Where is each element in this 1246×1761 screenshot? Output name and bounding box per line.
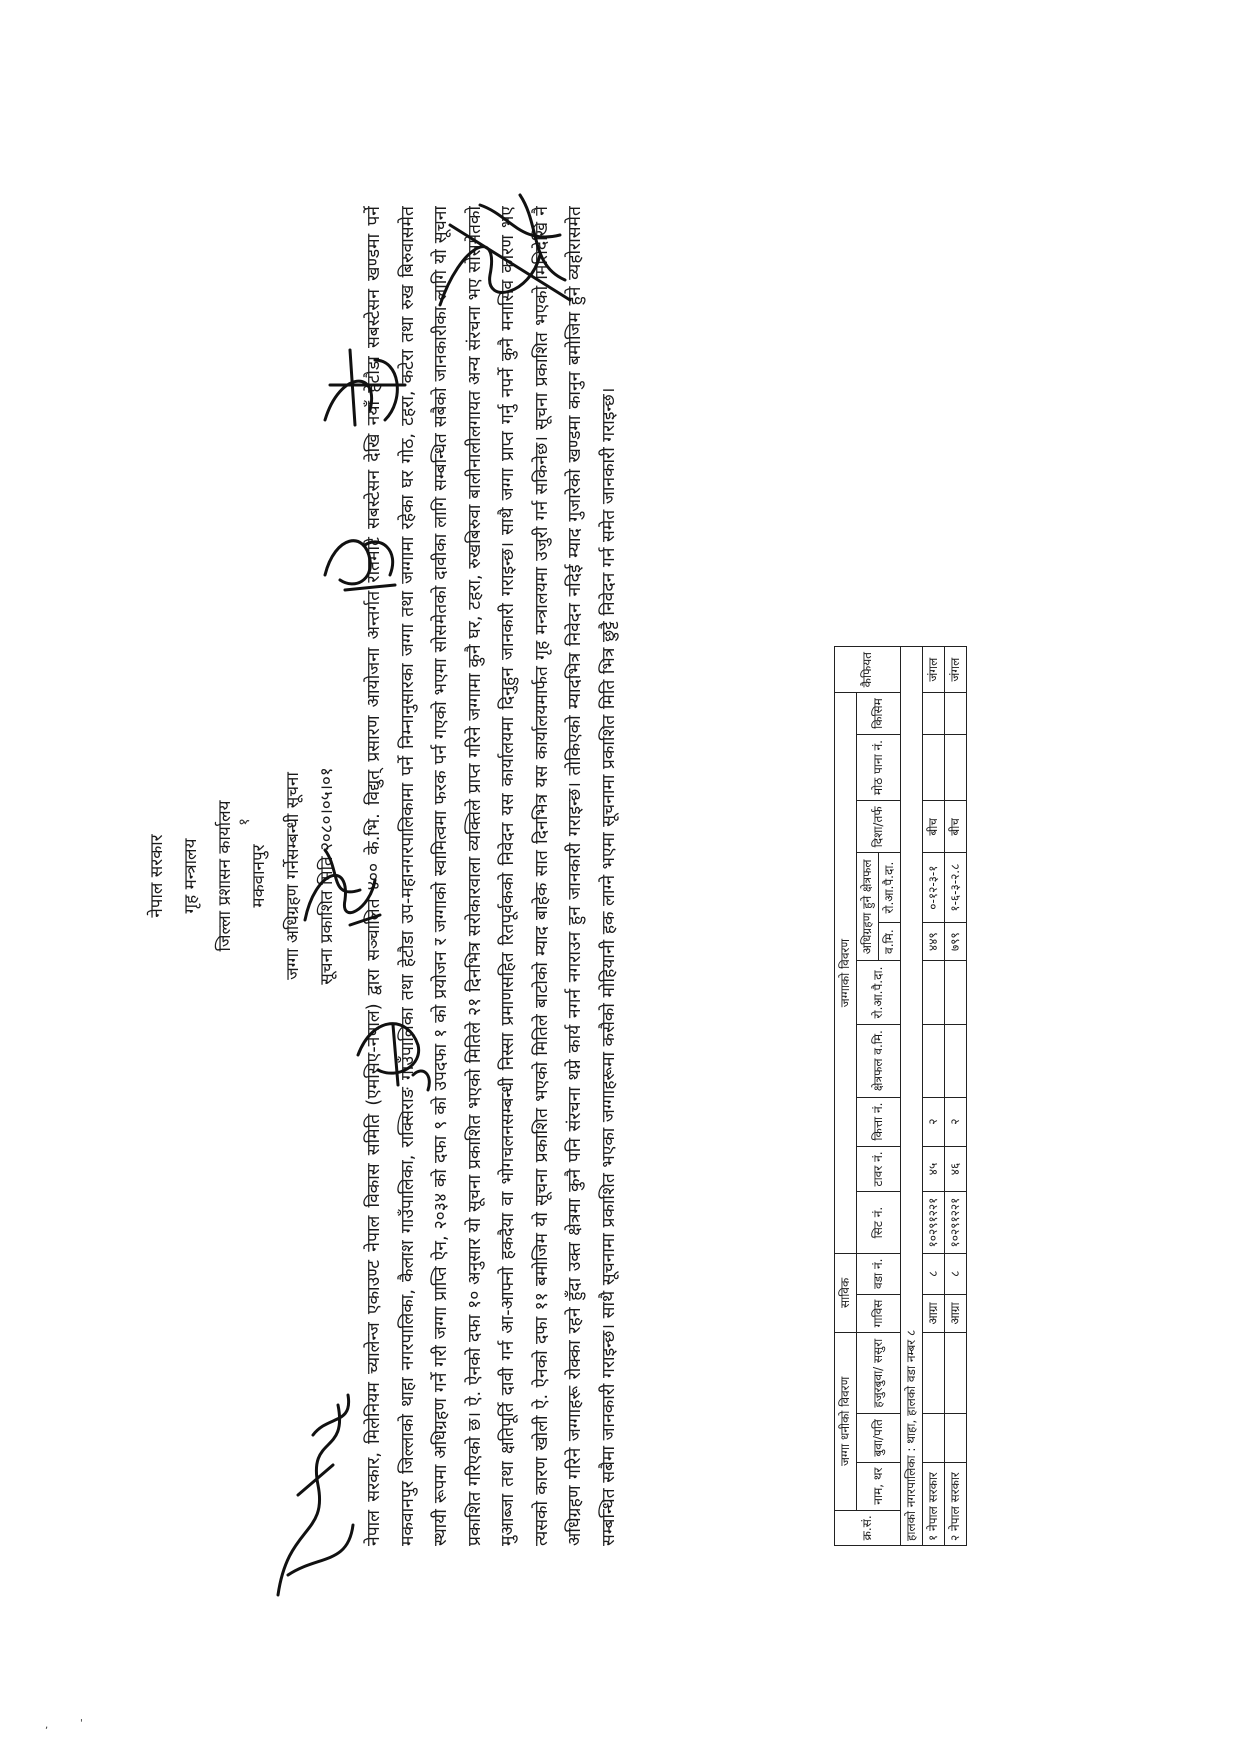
col-tower: टावर नं. [857,1146,901,1192]
col-sabik: साविक [835,1253,857,1332]
col-sn: क्र.सं. [835,1510,901,1545]
cell-ward: ८ [923,1253,945,1294]
cell-sheet: १०२९१२२१ [945,1192,967,1253]
government-name: नेपाल सरकार [147,834,167,918]
signature-1 [258,1375,368,1610]
section-label: हालको नगरपालिका : थाहा, हालको वडा नम्बर ८ [901,647,923,1546]
cell-area [923,1024,945,1097]
col-acquired-sqm: व.मि. [879,922,901,960]
col-father: बुवा/पति [857,1414,901,1462]
cell-direction: बीच [923,801,945,853]
cell-kitta: २ [923,1097,945,1146]
col-remarks: कैफियत [835,647,901,693]
cell-father [923,1414,945,1462]
cell-vdc: आग्रा [945,1294,967,1332]
signature-6 [420,185,580,325]
col-area: क्षेत्रफल व.मि. [857,1024,901,1097]
cell-type [945,693,967,734]
table-sub-header-row [857,647,879,1546]
cell-ward: ८ [945,1253,967,1294]
col-acquired-area: अधिग्रहण हुने क्षेत्रफल [857,853,879,961]
cell-vdc: आग्रा [923,1294,945,1332]
cell-moth [945,734,967,801]
table-row [945,647,967,1546]
district-name: मकवानपुर [249,844,269,908]
col-sheet: सिट नं. [857,1192,901,1253]
cell-direction: बीच [945,801,967,853]
notice-page [140,206,1100,1546]
cell-sheet: १०२९१२२१ [923,1192,945,1253]
col-ward: वडा नं. [857,1253,901,1294]
scan-speck: ' [80,1718,83,1729]
cell-sn-name: १ नेपाल सरकार [923,1462,945,1545]
cell-area [945,1024,967,1097]
cell-acquired-sqm: ४४९ [923,922,945,960]
table-row [923,647,945,1546]
col-direction: दिशा/तर्फ [857,801,901,853]
cell-moth [923,734,945,801]
signature-2 [348,995,443,1095]
col-acquired-ropani: रो.आ.पै.दा. [879,853,901,923]
col-type: किसिम [857,693,901,734]
col-kitta: कित्ता नं. [857,1097,901,1146]
col-owner-details: जग्गा धनीको विवरण [835,1333,857,1511]
col-grandfather: हजुरबुवा/ ससुरा [857,1333,901,1414]
signature-4 [315,515,405,600]
land-acquisition-table [834,646,967,1546]
cell-sn-name: २ नेपाल सरकार [945,1462,967,1545]
col-moth: मोठ पाना नं. [857,734,901,801]
ministry-name: गृह मन्त्रालय [181,838,201,914]
col-ropani: रो.आ.पै.दा. [857,961,901,1024]
cell-acquired-ropani: १-६-३-२.८ [945,853,967,923]
col-vdc: गाविस [857,1294,901,1332]
cell-type [923,693,945,734]
cell-acquired-ropani: ०-१२-३-१ [923,853,945,923]
notice-body: नेपाल सरकार, मिलेनियम च्यालेन्ज एकाउण्ट नेपाल विकास समिति (एमसिए-नेपाल) द्वारा सञ्चालित ४०० के.भि. विद्युत् प्रसारण आयोजना अन्तर्गत रातमाटे सबस्टेसन देखि नयाँ हेटौडा सबस्टेसन खण्डमा पर्ने मकवानपुर जिल्लाको थाहा नगरपालिका, कैलाश गाउँपालिका, राक्सिराङ गाउँपालिका तथा हेटौडा उप-महानगरपालिकामा पर्ने निम्नानुसारका जग्गा तथा जग्गामा रहेका घर गोठ, टहरा, कटेरा तथा रुख बिरुवासमेत स्थायी रूपमा अधिग्रहण गर्ने गरी जग्गा प्राप्ति ऐन, २०३४ को दफा ९ को उपदफा १ को प्रयोजन र जग्गाको स्वामित्वमा फरक पर्न गएको भएमा सोसमेतको दावीका लागि सम्बन्धित सबैको जानकारीका लागि यो सूचना प्रकाशित गरिएको छ। ऐ. ऐनको दफा १० अनुसार यो सूचना प्रकाशित भएको मितिले २१ दिनभित्र सरोकारवाला व्यक्तिले प्राप्त गरिने जग्गामा कुनै घर, टहरा, रुखबिरुवा बालीनालीलगायत अन्य संरचना भए सोसमेतको मुआब्जा तथा क्षतिपूर्ति दावी गर्न आ-आफ्नो हकदैया वा भोगचलनसम्बन्धी निस्सा प्रमाणसहित रितपूर्वकको निवेदन यस कार्यालयमा दिनुहुन जानकारी गराइन्छ। साथै जग्गा प्राप्त गर्नु नपर्ने कुनै मनासिव कारण भए त्यसको कारण खोली ऐ. ऐनको दफा ११ बमोजिम यो सूचना प्रकाशित भएको मितिले बाटोको म्याद बाहेक सात दिनभित्र यस कार्यालयमार्फत गृह मन्त्रालयमा उजुरी गर्न सकिनेछ। सूचना प्रकाशित भएको मितिदेखि नै अधिग्रहण गरिने जग्गाहरू रोक्का रहने हुँदा उक्त क्षेत्रमा कुनै पनि संरचना थप्ने कार्य नगर्न नगराउन हुन जानकारी गराइन्छ। तोकिएको म्यादभित्र निवेदन नदिई म्याद गुजारेको खण्डमा कानुन बमोजिम हुने व्यहोरासमेत सम्बन्धित सबैमा जानकारी गराइन्छ। साथै सूचनामा प्रकाशित भएका जग्गाहरूमा कसैको मोहियानी हक लाग्ने भएमा सूचनामा प्रकाशित मिति भित्र छुट्टै निवेदन गर्न समेत जानकारी गराइन्छ। [364,206,619,1546]
cell-father [945,1414,967,1462]
cell-ropani [945,961,967,1024]
notice-title: जग्गा अधिग्रहण गर्नेसम्बन्धी सूचना [283,772,303,980]
office-name: जिल्ला प्रशासन कार्यालय [215,800,235,952]
cell-acquired-sqm: ७९९ [945,922,967,960]
col-name: नाम, थर [857,1462,901,1510]
handwritten-page-number: १ [234,818,253,826]
cell-ropani [923,961,945,1024]
table-group-header-row [835,647,857,1546]
scan-speck: , [45,1720,49,1731]
table-section-row [901,647,923,1546]
publication-date: सूचना प्रकाशित मिति २०८०।०५।०१ [317,767,337,985]
col-land-details: जग्गाको विवरण [835,693,857,1253]
cell-grandfather [945,1333,967,1414]
signature-3 [290,830,390,940]
cell-remarks: जंगल [923,647,945,693]
cell-remarks: जंगल [945,647,967,693]
cell-tower: ४५ [923,1146,945,1192]
cell-grandfather [923,1333,945,1414]
cell-tower: ४६ [945,1146,967,1192]
signature-5 [310,330,420,440]
cell-kitta: २ [945,1097,967,1146]
